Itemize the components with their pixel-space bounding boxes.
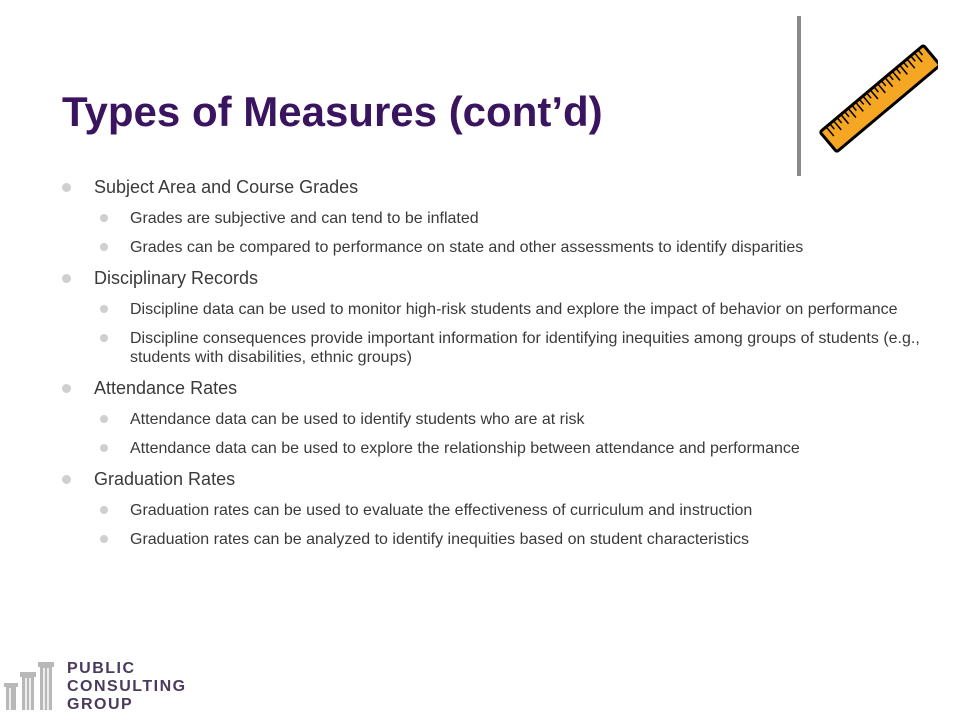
- bullet-dot-icon: [62, 274, 71, 283]
- sub-bullet-dot-icon: [100, 243, 108, 251]
- divider: [797, 16, 801, 176]
- sub-bullet: [62, 439, 922, 458]
- bullet-heading-text: Subject Area and Course Grades: [94, 177, 359, 197]
- bullet-heading-text: Attendance Rates: [94, 378, 238, 398]
- bullet-heading: [62, 267, 922, 289]
- logo-line-2: CONSULTING: [67, 678, 187, 695]
- sub-bullet-text: Grades can be compared to performance on state and other assessments to identify disparities: [130, 239, 804, 256]
- logo-line-3: GROUP: [67, 696, 134, 713]
- sub-bullet-text: Graduation rates can be analyzed to identify inequities based on student characteristics: [130, 531, 750, 548]
- sub-bullet-dot-icon: [100, 444, 108, 452]
- bullet-heading: [62, 176, 922, 198]
- sub-bullet-text: Graduation rates can be used to evaluate the effectiveness of curriculum and instruction: [130, 502, 753, 519]
- sub-bullet-dot-icon: [100, 214, 108, 222]
- sub-bullet-text: Attendance data can be used to identify students who are at risk: [130, 411, 585, 428]
- sub-bullet-dot-icon: [100, 334, 108, 342]
- sub-bullet: [62, 300, 922, 319]
- bullet-dot-icon: [62, 384, 71, 393]
- bullet-dot-icon: [62, 475, 71, 484]
- sub-bullet-text: Attendance data can be used to explore the relationship between attendance and performance: [130, 440, 800, 457]
- bullet-heading: [62, 377, 922, 399]
- columns-icon: [0, 656, 62, 714]
- bullet-heading-text: Graduation Rates: [94, 469, 236, 489]
- sub-bullet: [62, 410, 922, 429]
- page-title: Types of Measures (cont’d): [62, 88, 603, 135]
- ruler-icon: [808, 40, 938, 160]
- bullet-dot-icon: [62, 183, 71, 192]
- sub-bullet: [62, 329, 922, 367]
- sub-bullet-text: Discipline consequences provide important information for identifying inequities among groups of students (e.g., students with disabilities, ethnic groups): [130, 330, 920, 366]
- sub-bullet-dot-icon: [100, 535, 108, 543]
- sub-bullet: [62, 209, 922, 228]
- sub-bullet-text: Grades are subjective and can tend to be inflated: [130, 210, 479, 227]
- company-logo: [0, 656, 230, 716]
- sub-bullet-dot-icon: [100, 305, 108, 313]
- sub-bullet-dot-icon: [100, 506, 108, 514]
- sub-bullet: [62, 238, 922, 257]
- bullet-heading-text: Disciplinary Records: [94, 268, 259, 288]
- bullet-list: [62, 176, 922, 559]
- sub-bullet-dot-icon: [100, 415, 108, 423]
- logo-text: [67, 660, 187, 714]
- sub-bullet-text: Discipline data can be used to monitor high-risk students and explore the impact of behavior on performance: [130, 301, 898, 318]
- bullet-heading: [62, 468, 922, 490]
- sub-bullet: [62, 501, 922, 520]
- logo-line-1: PUBLIC: [67, 660, 136, 677]
- sub-bullet: [62, 530, 922, 549]
